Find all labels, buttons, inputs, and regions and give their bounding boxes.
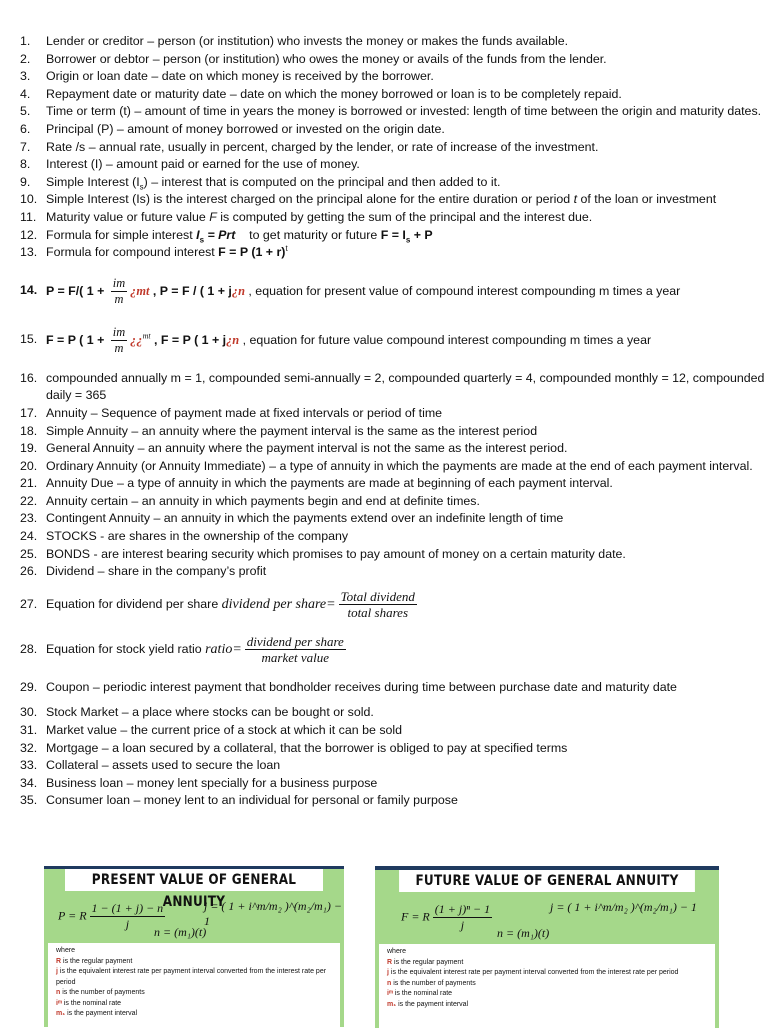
list-item-formula-14: 14. P = F/( 1 + $\frac{im}{m}$ ¿mt , P = F / ( 1 + j¿n , equation for present value of compound interest compounding m times a year (20, 275, 681, 306)
list-item: 11. Maturity value or future value F is computed by getting the sum of the principal and the interest due. (20, 209, 593, 224)
list-item: 33. Collateral – assets used to secure the loan (20, 758, 281, 773)
list-item: 5. Time or term (t) – amount of time in years the money is borrowed or invested: length of time between the origin and maturity dates. (20, 104, 762, 119)
list-item: 22. Annuity certain – an annuity in which payments begin and end at definite times. (20, 493, 480, 508)
list-item: 24. STOCKS - are shares in the ownership of the company (20, 529, 349, 544)
list-item: 25. BONDS - are interest bearing security which promises to pay amount of money on a certain maturity date. (20, 546, 626, 561)
list-item: 31. Market value – the current price of a stock at which it can be sold (20, 723, 403, 738)
list-item: 35. Consumer loan – money lent to an individual for personal or family purpose (20, 793, 458, 808)
future-value-card (375, 866, 719, 1028)
fraction: $\frac{1 - (1 + j) - n}{j}$ (91, 901, 164, 931)
list-item: 2. Borrower or debtor – person (or institution) who owes the money or avails of the funds from the lender. (20, 51, 607, 66)
list-item-dividend-equation: 27. Equation for dividend per share dividend per share= $\frac{\text{Total dividend}}{\text{total shares}}$ (20, 588, 415, 620)
list-item: 21. Annuity Due – a type of annuity in which the payments are made at beginning of each payment interval. (20, 476, 613, 491)
legend-box: where R is the regular payment j is the equivalent interest rate per payment interval converted from the interest rate per period n is the number of payments iᵐ is the nominal rate m₁ is the payment interval (48, 943, 340, 1027)
list-item-formula-15: 15. F = P ( 1 + $\frac{im}{m}$ ¿¿$^{mt}$ , F = P ( 1 + j¿n , equation for future value compound interest compounding m times a year (20, 324, 652, 355)
definitions-list (20, 33, 765, 810)
list-item: 29. Coupon – periodic interest payment that bondholder receives during time between purchase date and maturity date (20, 679, 677, 694)
formula-block: F = R $\frac{\text{(1 + j)ⁿ − 1}}{j}$ j = ( 1 + i^m/m₂ )^(m₂/m₁) − 1 n = (m₁)(t) (401, 900, 697, 940)
list-item: 9. Simple Interest $(I_s)$ – interest that is computed on the principal and then added to it. (20, 174, 501, 192)
list-item: 32. Mortgage – a loan secured by a collateral, that the borrower is obliged to pay at specified terms (20, 740, 568, 755)
fraction: $\frac{im}{m}$ (112, 324, 126, 355)
fraction: $\frac{\text{(1 + j)ⁿ − 1}}{j}$ (434, 902, 491, 932)
list-item: 12. Formula for simple interest $I_s$ = Prt to get maturity or future $F = I_s + P$ (20, 227, 433, 244)
legend-box: where R is the regular payment j is the equivalent interest rate per payment interval converted from the interest rate per period n is the number of payments iᵐ is the nominal rate m₁ is the payment interval (379, 944, 715, 1028)
fraction: $\frac{im}{m}$ (112, 275, 126, 306)
list-item: 17. Annuity – Sequence of payment made at fixed intervals or period of time (20, 405, 443, 420)
card-title: PRESENT VALUE OF GENERAL ANNUITY (65, 869, 323, 891)
list-item: 18. Simple Annuity – an annuity where the payment interval is the same as the interest period (20, 423, 538, 438)
list-item: 26. Dividend – share in the company’s profit (20, 564, 267, 579)
list-item: 13. Formula for compound interest F = P $(1 + r)^t$ (20, 244, 288, 260)
card-title: FUTURE VALUE OF GENERAL ANNUITY (399, 870, 695, 892)
list-item: 16. compounded annually m = 1, compounded semi-annually = 2, compounded quarterly = 4, compounded monthly = 12, compounded daily = 365 (20, 370, 765, 403)
list-item-yield-equation: 28. Equation for stock yield ratio ratio= $\frac{\text{dividend per share}}{\text{market value}}$ (20, 633, 344, 665)
list-item: 6. Principal (P) – amount of money borrowed or invested on the origin date. (20, 121, 445, 136)
list-item: 34. Business loan – money lent specially for a business purpose (20, 775, 378, 790)
fraction: $\frac{\text{Total dividend}}{\text{total shares}}$ (340, 588, 415, 620)
list-item: 19. General Annuity – an annuity where the payment interval is not the same as the interest period. (20, 441, 568, 456)
list-item: 30. Stock Market – a place where stocks can be bought or sold. (20, 705, 374, 720)
list-item: 1. Lender or creditor – person (or institution) who invests the money or makes the funds available. (20, 34, 569, 48)
list-item: 10. Simple Interest (Is) is the interest charged on the principal alone for the entire duration or period t of the loan or investment (20, 192, 717, 207)
list-item: 8. Interest (I) – amount paid or earned for the use of money. (20, 157, 360, 172)
list-item: 3. Origin or loan date – date on which money is received by the borrower. (20, 69, 434, 84)
present-value-card (44, 866, 344, 1027)
fraction: $\frac{\text{dividend per share}}{\text{market value}}$ (246, 633, 344, 665)
formula-block: P = R $\frac{1 - (1 + j) - n}{j}$ j = ( 1 + i^m/m₂ )^(m₂/m₁) − 1 n = (m₁)(t) (58, 899, 342, 939)
list-item: 23. Contingent Annuity – an annuity in which the payments extend over an indefinite length of time (20, 511, 564, 526)
list-item: 20. Ordinary Annuity (or Annuity Immediate) – a type of annuity in which the payments are made at the end of each payment interval. (20, 458, 753, 473)
list-item: 7. Rate /s – annual rate, usually in percent, charged by the lender, or rate of increase of the investment. (20, 139, 599, 154)
list-item: 4. Repayment date or maturity date – date on which the money borrowed or loan is to be completely repaid. (20, 86, 622, 101)
